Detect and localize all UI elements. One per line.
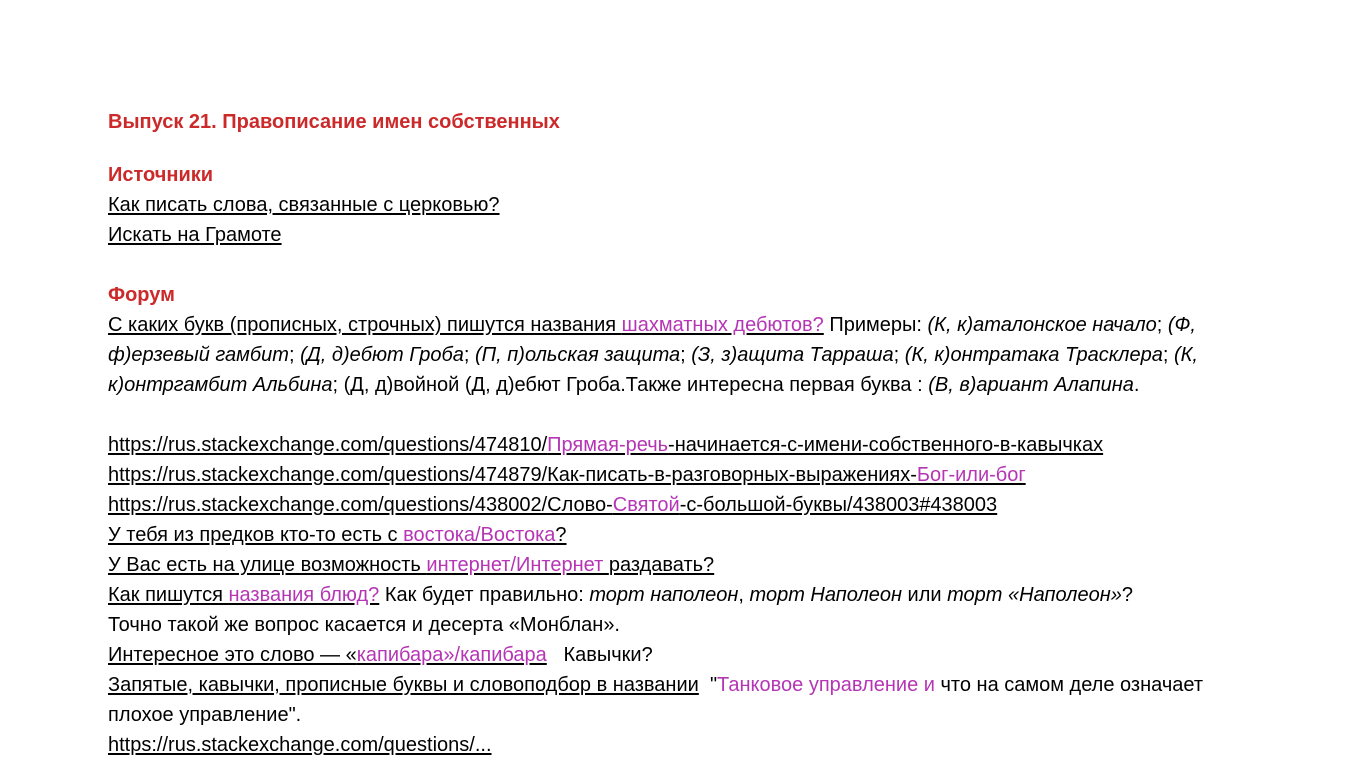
url-link-god[interactable]: https://rus.stackexchange.com/questions/474879/Как-писать-в-разговорных-выражениях-Бог-или-бог (108, 464, 1026, 486)
spacer (108, 400, 1258, 430)
chess-question-link[interactable]: С каких букв (прописных, строчных) пишутся названия шахматных дебютов? (108, 314, 824, 336)
tank-paragraph: Запятые, кавычки, прописные буквы и словоподбор в названии "Танковое управление и что на самом деле означает плохое управление". (108, 674, 1203, 726)
url-link-saint[interactable]: https://rus.stackexchange.com/questions/438002/Слово-Святой-с-большой-буквы/438003#438003 (108, 494, 998, 516)
tank-question-link[interactable]: Запятые, кавычки, прописные буквы и словоподбор в названии (108, 674, 699, 696)
document (108, 107, 1258, 760)
capybara-paragraph: Интересное это слово — «капибара»/капибара Кавычки? (108, 644, 653, 666)
east-question-link[interactable]: У тебя из предков кто-то есть с востока/Востока? (108, 524, 567, 546)
dishes-paragraph: Как пишутся названия блюд? Как будет правильно: торт наполеон, торт Наполеон или торт «Наполеон»? (108, 584, 1133, 606)
internet-question-link[interactable]: У Вас есть на улице возможность интернет/Интернет раздавать? (108, 554, 715, 576)
forum-heading: Форум (108, 284, 175, 306)
spacer (108, 250, 1258, 280)
capybara-question-link[interactable]: Интересное это слово — «капибара»/капибара (108, 644, 547, 666)
sources-heading: Источники (108, 164, 214, 186)
source-link-church[interactable]: Как писать слова, связанные с церковью? (108, 194, 500, 216)
url-link-direct-speech[interactable]: https://rus.stackexchange.com/questions/474810/Прямая-речь-начинается-с-имени-собственного-в-кавычках (108, 434, 1104, 456)
page-title: Выпуск 21. Правописание имен собственных (108, 111, 560, 133)
chess-paragraph: С каких букв (прописных, строчных) пишутся названия шахматных дебютов? Примеры: (К, к)аталонское начало; (Ф, ф)ерзевый гамбит; (Д, д)ебют Гроба; (П, п)ольская защита; (З, з)ащита Тарраша; (К, к)онтратака Трасклера; (К, к)онтргамбит Альбина; (Д, д)войной (Д, д)ебют Гроба.Также интересна первая буква : (В, в)ариант Алапина. (108, 314, 1198, 396)
dishes-question-link[interactable]: Как пишутся названия блюд? (108, 584, 380, 606)
source-link-gramota[interactable]: Искать на Грамоте (108, 224, 282, 246)
cutoff-link[interactable]: https://rus.stackexchange.com/questions/... (108, 734, 492, 756)
dishes-followup-text: Точно такой же вопрос касается и десерта «Монблан». (108, 614, 620, 636)
